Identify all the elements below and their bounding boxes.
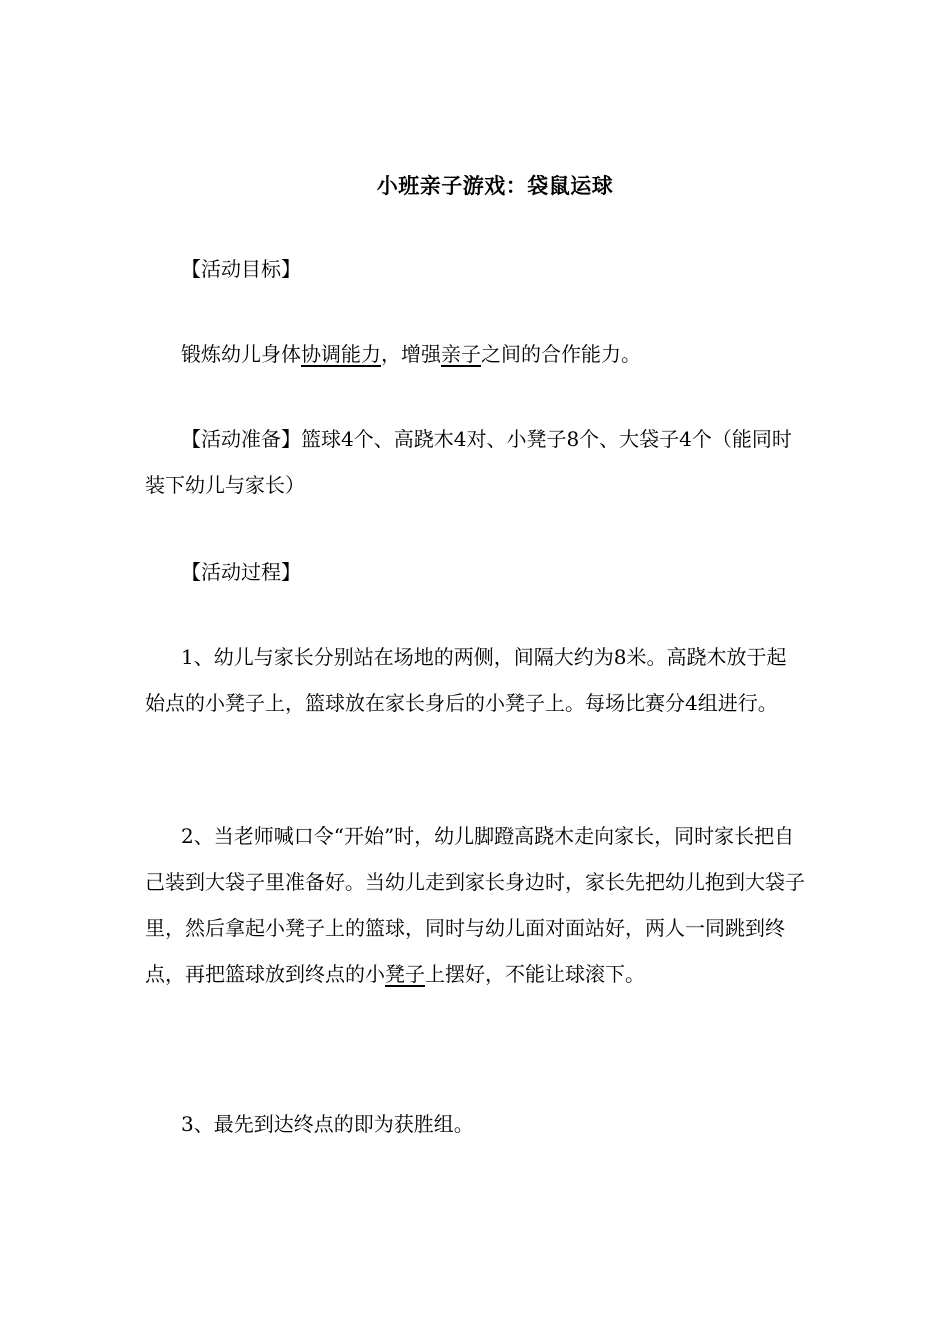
step-1-paragraph: 1、幼儿与家长分别站在场地的两侧，间隔大约为8米。高跷木放于起始点的小凳子上，篮球放在家长身后的小凳子上。每场比赛分4组进行。 bbox=[145, 645, 787, 715]
step-2-text-part: 上摆好，不能让球滚下。 bbox=[425, 962, 645, 986]
goal-underlined-text: 协调能力 bbox=[301, 342, 381, 366]
goal-heading: 【活动目标】 bbox=[181, 257, 301, 281]
step-2-paragraph bbox=[145, 813, 805, 997]
goal-underlined-text: 亲子 bbox=[441, 342, 481, 366]
document-title: 小班亲子游戏：袋鼠运球 bbox=[376, 174, 614, 198]
goal-paragraph bbox=[145, 331, 805, 377]
step-3-paragraph: 3、最先到达终点的即为获胜组。 bbox=[181, 1112, 474, 1136]
goal-text-part: 之间的合作能力。 bbox=[481, 342, 641, 366]
prep-paragraph: 【活动准备】篮球4个、高跷木4对、小凳子8个、大袋子4个（能同时装下幼儿与家长） bbox=[145, 427, 792, 497]
process-heading: 【活动过程】 bbox=[181, 560, 301, 584]
step-2-text-part: 2、当老师喊口令“开始”时，幼儿脚蹬高跷木走向家长，同时家长把自己装到大袋子里准备好。当幼儿走到家长身边时，家长先把幼儿抱到大袋子里，然后拿起小凳子上的篮球，同时与幼儿面对面站好，两人一同跳到终点，再把篮球放到终点的小 bbox=[145, 824, 805, 986]
goal-text-part: ，增强 bbox=[381, 342, 441, 366]
step-2-underlined-text: 凳子 bbox=[385, 962, 425, 986]
goal-text-part: 锻炼幼儿身体 bbox=[181, 342, 301, 366]
